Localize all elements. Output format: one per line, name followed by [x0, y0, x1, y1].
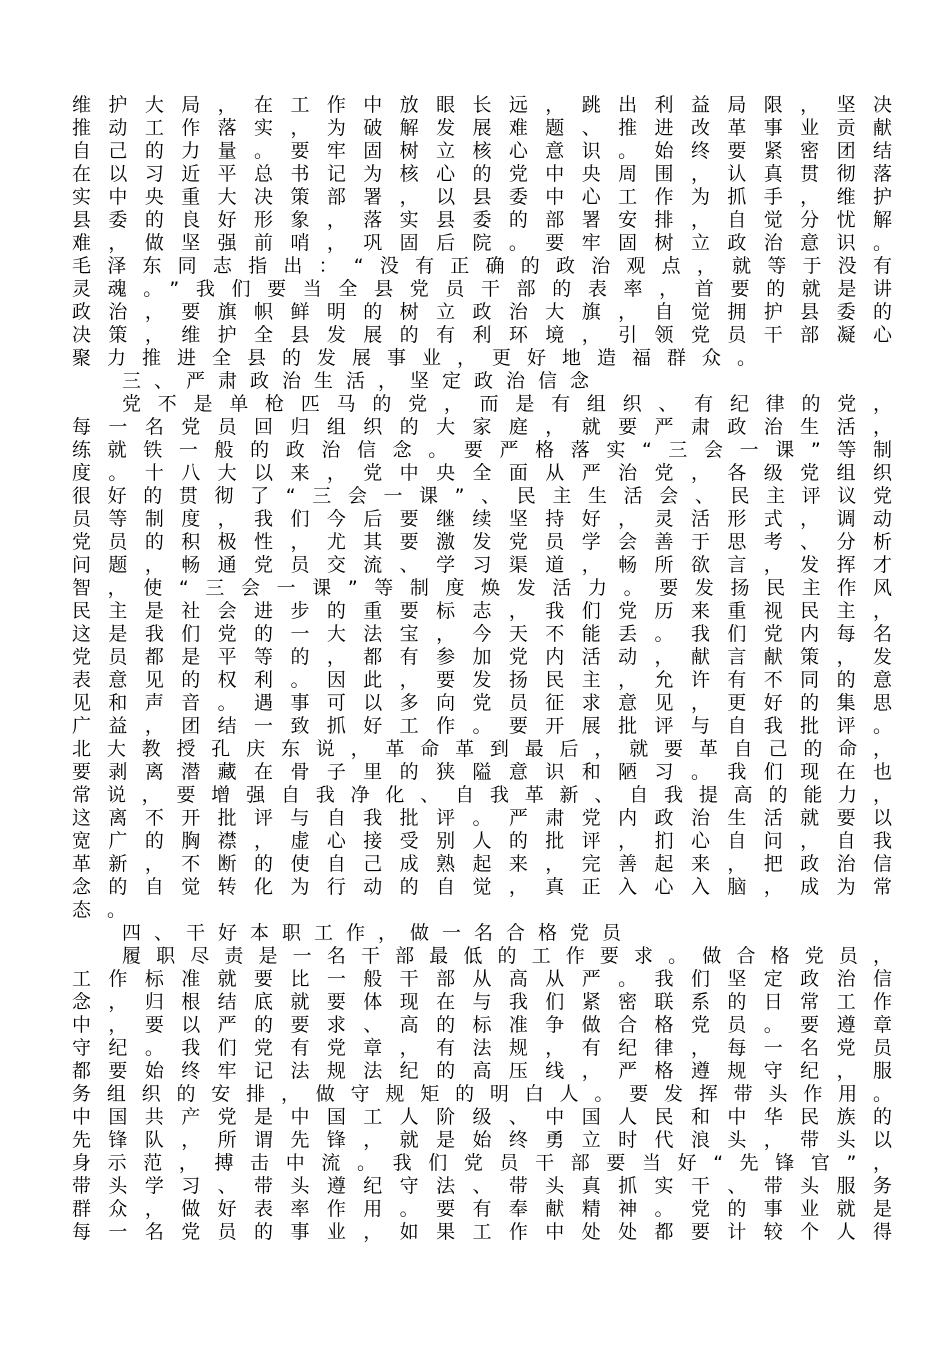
text-line: 带头学习、带头遵纪守法、带头真抓实干、带头服务 — [72, 1175, 892, 1197]
text-line: 党员的积极性，尤其要激发党员学会善于思考、分析 — [72, 531, 892, 553]
text-line: 群众，做好表率作用。要有奉献精神。党的事业就是 — [72, 1198, 892, 1220]
text-line: 智，使“三会一课”等制度焕发活力。要发扬民主作风 — [72, 577, 892, 599]
section-heading-4: 四、干好本职工作，做一名合格党员 — [122, 922, 635, 944]
text-line: 员等制度，我们今后要继续坚持好，灵活形式，调动 — [72, 508, 892, 530]
text-line: 在以习近平总书记为核心的党中央周围，认真贯彻落 — [72, 163, 892, 185]
text-line: 很好的贯彻了“三会一课”、民主生活会、民主评议党 — [72, 485, 892, 507]
text-line: 态。 — [72, 899, 143, 921]
text-line: 念，归根结底就要体现在与我们紧密联系的日常工作 — [72, 991, 892, 1013]
text-line: 见和声音。遇事可以多向党员征求意见，更好的集思 — [72, 692, 892, 714]
text-line: 中，要以严的要求、高的标准争做合格党员。要遵章 — [72, 1014, 892, 1036]
text-line: 工作标准就要比一般干部从高从严。我们坚定政治信 — [72, 968, 892, 990]
text-line: 履职尽责是一名干部最低的工作要求。做合格党员， — [122, 945, 892, 967]
text-line: 常说，要增强自我净化、自我革新、自我提高的能力， — [72, 784, 892, 806]
text-line: 革新，不断的使自己成熟起来，完善起来，把政治信 — [72, 853, 892, 875]
text-line: 表意见的权利。因此，要发扬民主，允许有不同的意 — [72, 669, 892, 691]
text-line: 度。十八大以来，党中央全面从严治党，各级党组织 — [72, 462, 892, 484]
text-line: 党不是单枪匹马的党，而是有组织、有纪律的党， — [122, 393, 892, 415]
text-line: 这是我们党的一大法宝，今天不能丢。我们党内每名 — [72, 623, 892, 645]
text-line: 政治，要旗帜鲜明的树立政治大旗，自觉拥护县委的 — [72, 301, 892, 323]
text-line: 念的自觉转化为行动的自觉，真正入心入脑，成为常 — [72, 876, 892, 898]
text-line: 每一名党员的事业，如果工作中处处都要计较个人得 — [72, 1221, 892, 1243]
text-line: 毛泽东同志指出：“没有正确的政治观点，就等于没有 — [72, 255, 892, 277]
text-line: 中国共产党是中国工人阶级、中国人民和中华民族的 — [72, 1106, 892, 1128]
text-line: 实中央重大决策部署，以县委中心工作为抓手，维护 — [72, 186, 892, 208]
text-line: 要剥离潜藏在骨子里的狭隘意识和陋习。我们现在也 — [72, 761, 892, 783]
text-line: 练就铁一般的政治信念。要严格落实“三会一课”等制 — [72, 439, 892, 461]
text-line: 北大教授孔庆东说，革命革到最后，就要革自己的命， — [72, 738, 892, 760]
text-line: 守纪。我们党有党章，有法规，有纪律，每一名党员 — [72, 1037, 892, 1059]
section-heading-3: 三、严肃政治生活，坚定政治信念 — [122, 370, 603, 392]
text-line: 先锋队，所谓先锋，就是始终勇立时代浪头，带头以 — [72, 1129, 892, 1151]
text-line: 决策，维护全县发展的有利环境，引领党员干部凝心 — [72, 324, 892, 346]
text-line: 身示范，搏击中流。我们党员干部要当好“先锋官”， — [72, 1152, 892, 1174]
text-line: 问题，畅通党员交流、学习渠道，畅所欲言，发挥才 — [72, 554, 892, 576]
text-line: 推动工作落实，为破解发展难题、推进改革事业贡献 — [72, 117, 892, 139]
body-text — [72, 94, 892, 1244]
text-line: 务组织的安排，做守规矩的明白人。要发挥带头作用。 — [72, 1083, 892, 1105]
text-line: 每一名党员回归组织的大家庭，就要严肃政治生活， — [72, 416, 892, 438]
text-line: 灵魂。”我们要当全县党员干部的表率，首要的就是讲 — [72, 278, 892, 300]
text-line: 聚力推进全县的发展事业，更好地造福群众。 — [72, 347, 773, 369]
text-line: 维护大局，在工作中放眼长远，跳出利益局限，坚决 — [72, 94, 892, 116]
text-line: 宽广的胸襟，虚心接受别人的批评，扪心自问，自我 — [72, 830, 892, 852]
text-line: 难，做坚强前哨，巩固后院。要牢固树立政治意识。 — [72, 232, 892, 254]
text-line: 县委的良好形象，落实县委的部署安排，自觉分忧解 — [72, 209, 892, 231]
text-line: 广益，团结一致抓好工作。要开展批评与自我批评。 — [72, 715, 892, 737]
text-line: 自己的力量。要牢固树立核心意识。始终要紧密团结 — [72, 140, 892, 162]
text-line: 党员都是平等的，都有参加党内活动，献言献策，发 — [72, 646, 892, 668]
text-line: 民主是社会进步的重要标志，我们党历来重视民主， — [72, 600, 892, 622]
text-line: 这离不开批评与自我批评。严肃党内政治生活就要以 — [72, 807, 892, 829]
text-line: 都要始终牢记法规法纪的高压线，严格遵规守纪，服 — [72, 1060, 892, 1082]
